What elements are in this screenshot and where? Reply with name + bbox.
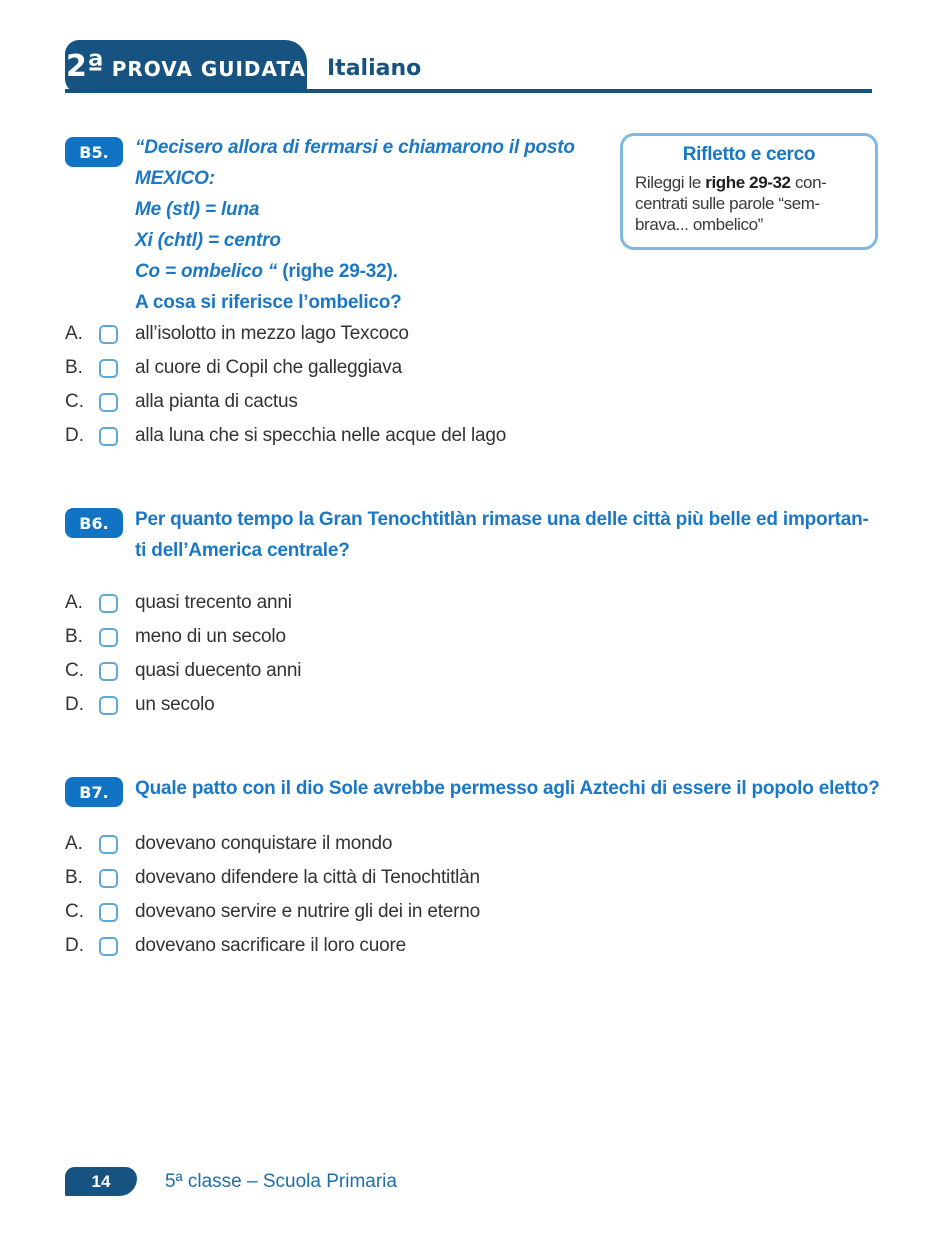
option-text: alla pianta di cactus xyxy=(135,391,298,412)
answer-checkbox[interactable] xyxy=(99,325,118,344)
question-text-line: A cosa si riferisce l’ombelico? xyxy=(135,292,402,313)
option-text: al cuore di Copil che galleggiava xyxy=(135,357,402,378)
rifletto-body-line: centrati sulle parole “sem- xyxy=(635,194,820,213)
options-b5 xyxy=(65,317,506,453)
answer-checkbox[interactable] xyxy=(99,628,118,647)
option-letter: A. xyxy=(65,323,83,344)
answer-option-row xyxy=(65,861,480,895)
question-text-b7 xyxy=(135,773,930,804)
option-text: dovevano sacrificare il loro cuore xyxy=(135,935,406,956)
question-text-line: “Decisero allora di fermarsi e chiamarono il posto xyxy=(135,137,575,158)
answer-checkbox[interactable] xyxy=(99,359,118,378)
answer-checkbox[interactable] xyxy=(99,427,118,446)
question-badge-b6: B6. xyxy=(65,508,123,538)
rifletto-body-line: brava... ombelico” xyxy=(635,215,763,234)
answer-option-row xyxy=(65,654,301,688)
question-text-b5 xyxy=(135,132,615,318)
question-text-line: ti dell’America centrale? xyxy=(135,540,350,561)
option-text: quasi duecento anni xyxy=(135,660,302,681)
options-b7 xyxy=(65,827,480,963)
answer-checkbox[interactable] xyxy=(99,903,118,922)
answer-checkbox[interactable] xyxy=(99,393,118,412)
rifletto-body-line: Rileggi le righe 29-32 con- xyxy=(635,173,827,192)
option-letter: A. xyxy=(65,592,83,613)
subject-label: Italiano xyxy=(327,56,422,81)
option-letter: D. xyxy=(65,694,84,715)
question-badge-b5: B5. xyxy=(65,137,123,167)
option-text: dovevano difendere la città di Tenochtitlàn xyxy=(135,867,480,888)
option-text: alla luna che si specchia nelle acque del lago xyxy=(135,425,507,446)
option-text: un secolo xyxy=(135,694,215,715)
option-text: dovevano conquistare il mondo xyxy=(135,833,393,854)
answer-option-row xyxy=(65,586,301,620)
answer-option-row xyxy=(65,317,506,351)
question-text-line: MEXICO: xyxy=(135,168,215,189)
option-letter: B. xyxy=(65,626,83,647)
option-text: all’isolotto in mezzo lago Texcoco xyxy=(135,323,409,344)
question-badge-b7: B7. xyxy=(65,777,123,807)
rifletto-body xyxy=(635,172,863,235)
option-letter: D. xyxy=(65,935,84,956)
answer-option-row xyxy=(65,620,301,654)
prova-number: 2ª xyxy=(65,48,104,84)
question-text-line: Me (stl) = luna xyxy=(135,199,260,220)
answer-option-row xyxy=(65,895,480,929)
answer-checkbox[interactable] xyxy=(99,594,118,613)
answer-checkbox[interactable] xyxy=(99,937,118,956)
answer-option-row xyxy=(65,385,506,419)
option-letter: A. xyxy=(65,833,83,854)
answer-checkbox[interactable] xyxy=(99,662,118,681)
question-text-line: Xi (chtl) = centro xyxy=(135,230,281,251)
option-text: meno di un secolo xyxy=(135,626,286,647)
option-letter: B. xyxy=(65,357,83,378)
option-letter: C. xyxy=(65,391,84,412)
answer-option-row xyxy=(65,827,480,861)
rifletto-title: Rifletto e cerco xyxy=(682,144,816,165)
option-letter: B. xyxy=(65,867,83,888)
option-letter: D. xyxy=(65,425,84,446)
answer-checkbox[interactable] xyxy=(99,869,118,888)
option-letter: C. xyxy=(65,660,84,681)
header-tab xyxy=(65,40,307,93)
answer-option-row xyxy=(65,688,301,722)
footer-label: 5ª classe – Scuola Primaria xyxy=(165,1171,397,1192)
option-letter: C. xyxy=(65,901,84,922)
answer-option-row xyxy=(65,351,506,385)
option-text: dovevano servire e nutrire gli dei in eterno xyxy=(135,901,481,922)
question-text-line: Co = ombelico “ (righe 29-32). xyxy=(135,261,398,282)
question-text-line: Quale patto con il dio Sole avrebbe permesso agli Aztechi di essere il popolo eletto? xyxy=(135,778,880,799)
answer-option-row xyxy=(65,929,480,963)
prova-title: PROVA GUIDATA xyxy=(111,56,307,81)
answer-checkbox[interactable] xyxy=(99,835,118,854)
answer-checkbox[interactable] xyxy=(99,696,118,715)
page-number-badge: 14 xyxy=(65,1167,137,1196)
question-text-b6 xyxy=(135,504,930,566)
options-b6 xyxy=(65,586,301,722)
rifletto-box xyxy=(620,133,878,250)
question-text-line: Per quanto tempo la Gran Tenochtitlàn rimase una delle città più belle ed importan- xyxy=(135,509,869,530)
answer-option-row xyxy=(65,419,506,453)
option-text: quasi trecento anni xyxy=(135,592,292,613)
